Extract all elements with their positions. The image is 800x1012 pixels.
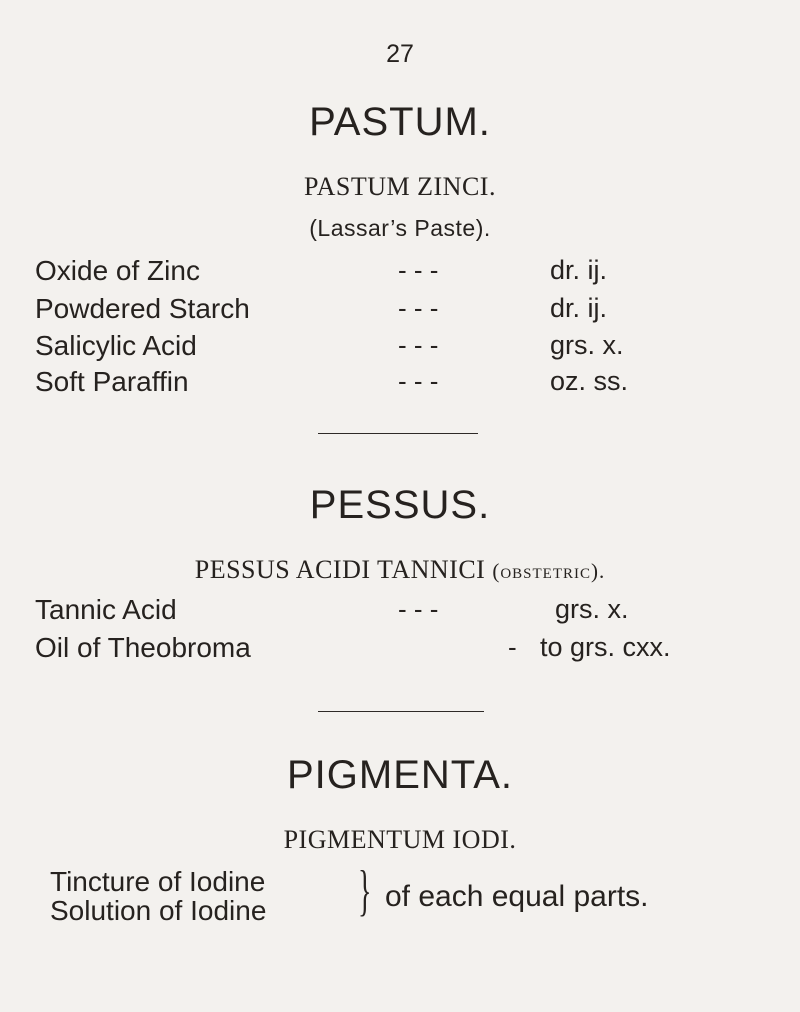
section-title-pastum: PASTUM. xyxy=(309,100,491,144)
ingredient-leader: - - - xyxy=(398,255,439,285)
section-divider xyxy=(318,433,478,434)
page-number: 27 xyxy=(386,40,414,68)
ingredient-leader: - xyxy=(508,632,517,662)
ingredient-amount: dr. ij. xyxy=(550,255,608,285)
ingredient-name: Tannic Acid xyxy=(35,594,177,625)
recipe-title-note: (obstetric). xyxy=(492,559,606,583)
ingredient-amount: grs. x. xyxy=(550,330,624,360)
brace-amount: of each equal parts. xyxy=(385,880,649,913)
section-title-pigmenta: PIGMENTA. xyxy=(286,753,514,797)
ingredient-name: Tincture of Iodine xyxy=(50,866,266,897)
ingredient-amount: to grs. cxx. xyxy=(540,632,671,662)
section-divider xyxy=(318,711,484,712)
ingredient-name: Salicylic Acid xyxy=(35,330,197,361)
ingredient-name: Oil of Theobroma xyxy=(35,632,251,663)
ingredient-leader: - - - xyxy=(398,594,439,624)
section-title-pessus: PESSUS. xyxy=(309,483,491,527)
recipe-title-text: PESSUS ACIDI TANNICI xyxy=(194,555,486,584)
ingredient-name: Solution of Iodine xyxy=(50,895,267,926)
recipe-title-pessus-acidi-tannici xyxy=(0,555,800,585)
ingredient-leader: - - - xyxy=(398,330,439,360)
ingredient-leader: - - - xyxy=(398,366,439,396)
brace-icon: } xyxy=(358,860,372,922)
recipe-note-lassars-paste: (Lassar’s Paste). xyxy=(309,215,491,241)
ingredient-name: Soft Paraffin xyxy=(35,366,189,397)
ingredient-amount: grs. x. xyxy=(555,594,629,624)
ingredient-name: Powdered Starch xyxy=(35,293,250,324)
ingredient-amount: dr. ij. xyxy=(550,293,608,323)
recipe-title-pastum-zinci: PASTUM ZINCI. xyxy=(304,172,496,201)
ingredient-amount: oz. ss. xyxy=(550,366,629,396)
recipe-title-pigmentum-iodi: PIGMENTUM IODI. xyxy=(283,825,517,854)
ingredient-leader: - - - xyxy=(398,293,439,323)
ingredient-name: Oxide of Zinc xyxy=(35,255,200,286)
